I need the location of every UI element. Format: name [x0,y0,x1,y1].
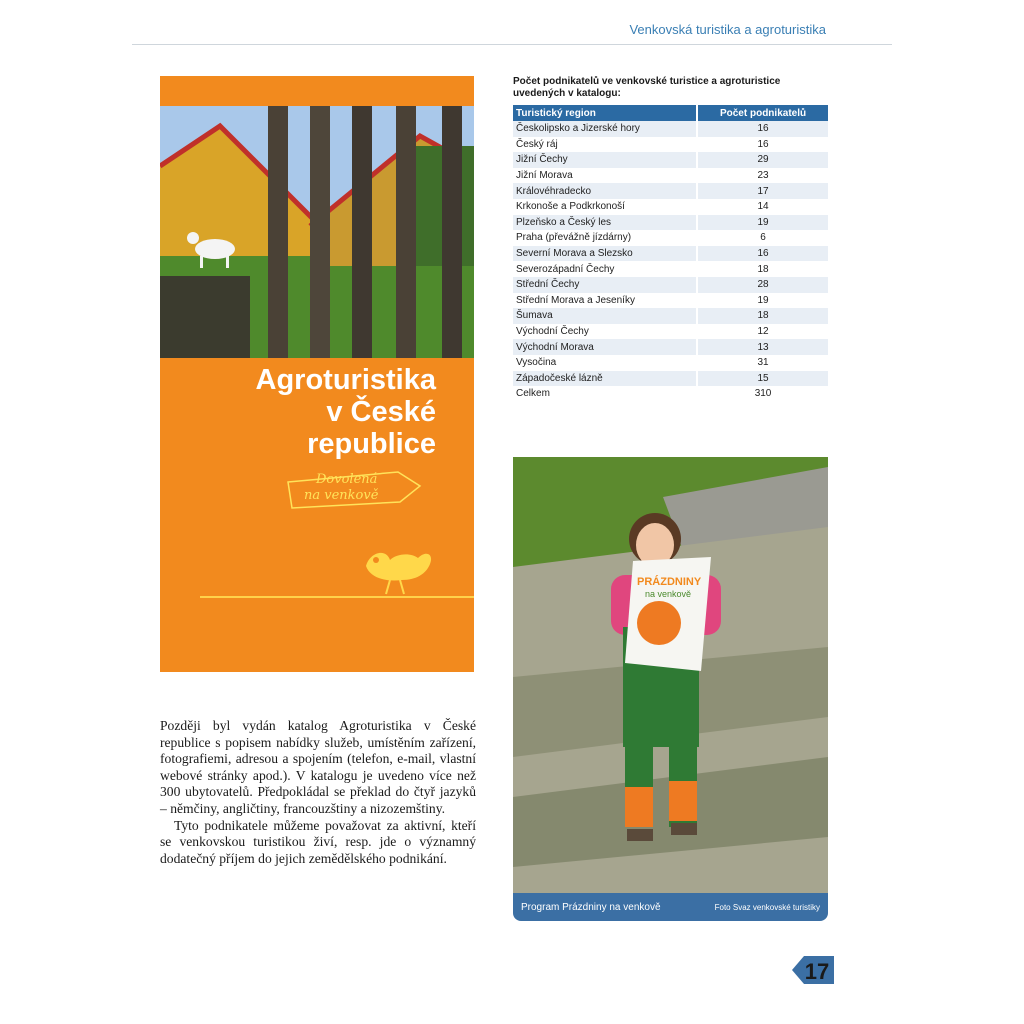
count-cell: 31 [697,355,828,371]
region-cell: Vysočina [513,355,697,371]
cover-title-line: republice [307,428,436,460]
photo-caption-title: Program Prázdniny na venkově [521,902,661,913]
table-row [513,152,828,168]
table-row [513,168,828,184]
count-cell: 16 [697,121,828,137]
farm-scene-illustration [160,106,474,358]
count-cell: 310 [697,386,828,402]
region-cell: Střední Morava a Jeseníky [513,293,697,309]
child-with-poster-illustration [513,457,828,893]
region-cell: Severozápadní Čechy [513,261,697,277]
count-cell: 15 [697,371,828,387]
cover-title-line: Agroturistika [255,364,436,396]
region-cell: Východní Čechy [513,324,697,340]
region-cell: Plzeňsko a Český les [513,215,697,231]
table-row [513,371,828,387]
cover-title [256,364,436,460]
photo-caption [513,893,828,921]
paragraph: Tyto podnikatele můžeme považovat za aktivní, kteří se venkovskou turistikou živí, resp. jde o významný dodatečný příjem do jejich zemědělského podnikání. [160,817,476,866]
catalog-cover [160,76,474,672]
page-number-badge [790,952,836,988]
entrepreneur-count-table [513,105,828,402]
table-total-row [513,386,828,402]
cover-slogan [286,468,422,510]
paragraph: Později byl vydán katalog Agroturistika v České republice s popisem nabídky služeb, umístěním zařízení, fotografiemi, adresou a spojením (telefon, e-mail, vlastní webové stránky apod.). V katalogu je uvedeno více než 300 ubytovatelů. Předpokládal se překlad do čtyř jazyků – němčiny, angličtiny, francouzštiny a nizozemštiny. [160,718,476,816]
child-photo [513,457,828,893]
table-row [513,137,828,153]
region-cell: Královéhradecko [513,183,697,199]
table-row [513,261,828,277]
region-cell: Západočeské lázně [513,371,697,387]
table-row [513,121,828,137]
page-number: 17 [804,959,830,984]
count-cell: 17 [697,183,828,199]
slogan-line: Dovolená [316,472,378,487]
region-cell: Severní Morava a Slezsko [513,246,697,262]
count-cell: 29 [697,152,828,168]
page-number-arrow-icon [790,952,836,988]
poster-subtitle: na venkově [645,589,692,599]
region-cell: Jižní Morava [513,168,697,184]
column-header-count: Počet podnikatelů [697,105,828,121]
body-text [160,718,476,867]
table-row [513,277,828,293]
table-row [513,199,828,215]
count-cell: 14 [697,199,828,215]
region-cell: Šumava [513,308,697,324]
count-cell: 19 [697,293,828,309]
table-row [513,230,828,246]
count-cell: 23 [697,168,828,184]
count-cell: 18 [697,308,828,324]
table-row [513,215,828,231]
table-row [513,246,828,262]
table-row [513,339,828,355]
region-cell: Jižní Čechy [513,152,697,168]
slogan-line: na venkově [304,488,379,503]
header-rule [132,44,892,45]
count-cell: 13 [697,339,828,355]
region-cell: Střední Čechy [513,277,697,293]
running-header: Venkovská turistika a agroturistika [629,22,826,37]
count-cell: 12 [697,324,828,340]
region-cell: Českolipsko a Jizerské hory [513,121,697,137]
region-cell: Český ráj [513,137,697,153]
cover-divider [200,596,474,598]
rooster-icon [356,544,436,603]
count-cell: 18 [697,261,828,277]
count-cell: 16 [697,137,828,153]
count-cell: 28 [697,277,828,293]
table-caption: Počet podnikatelů ve venkovské turistice a agroturistice uvedených v katalogu: [513,76,781,99]
table-row [513,324,828,340]
column-header-region: Turistický region [513,105,697,121]
table-row [513,183,828,199]
table-row [513,308,828,324]
photo-credit: Foto Svaz venkovské turistiky [714,903,820,912]
count-cell: 16 [697,246,828,262]
table-row [513,355,828,371]
poster-title: PRÁZDNINY [637,576,702,588]
region-cell: Krkonoše a Podkrkonoší [513,199,697,215]
count-cell: 19 [697,215,828,231]
region-cell: Východní Morava [513,339,697,355]
count-cell: 6 [697,230,828,246]
region-cell: Celkem [513,386,697,402]
cover-photo [160,106,474,358]
cover-title-line: v České [326,396,436,428]
table-header-row [513,105,828,121]
region-cell: Praha (převážně jízdárny) [513,230,697,246]
table-row [513,293,828,309]
